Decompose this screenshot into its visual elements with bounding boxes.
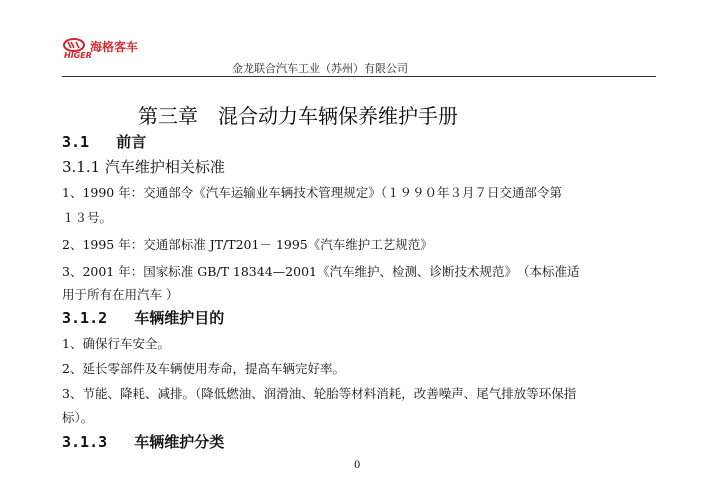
section-number: 3.1.3 — [62, 433, 108, 451]
section-3-1-3-heading — [62, 431, 224, 452]
purpose-line: 3、节能、降耗、减排。（降低燃油、润滑油、轮胎等材料消耗，改善噪声、尾气排放等环保指 — [62, 386, 577, 401]
standard-line: 用于所有在用汽车 ） — [62, 287, 179, 302]
page-number: 0 — [354, 460, 361, 471]
standard-line: 3、2001 年：国家标准 GB/T 18344—2001《汽车维护、检测、诊断技术规范》 （本标准适 — [62, 264, 580, 279]
brand-text: 海格客车 — [90, 40, 139, 54]
section-3-1-heading — [62, 131, 146, 152]
company-name: 金龙联合汽车工业（苏州）有限公司 — [232, 62, 408, 75]
brand-sub: HIGER — [64, 51, 92, 60]
higer-logo — [62, 36, 177, 66]
standard-line: 1、1990 年：交通部令《汽车运输业车辆技术管理规定》（１９９０年３月７日交通部令第 — [62, 185, 562, 200]
standard-line: 2、1995 年：交通部标准 JT/T201－ 1995《汽车维护工艺规范》 — [62, 237, 433, 252]
header-rule — [62, 76, 656, 77]
section-3-1-2-heading — [62, 307, 224, 328]
section-title: 前言 — [116, 133, 147, 151]
section-title: 车辆维护目的 — [134, 309, 225, 327]
standard-line: １３号。 — [62, 210, 113, 225]
section-number: 3.1 — [62, 133, 90, 151]
purpose-line: 2、延长零部件及车辆使用寿命，提高车辆完好率。 — [62, 361, 345, 376]
section-3-1-1-heading: 3.1.1 汽车维护相关标准 — [62, 158, 225, 176]
purpose-line: 1、确保行车安全。 — [62, 336, 170, 351]
chapter-title: 第三章 混合动力车辆保养维护手册 — [138, 104, 458, 128]
section-number: 3.1.2 — [62, 309, 108, 327]
section-title: 车辆维护分类 — [134, 433, 225, 451]
purpose-line: 标）。 — [62, 410, 94, 425]
